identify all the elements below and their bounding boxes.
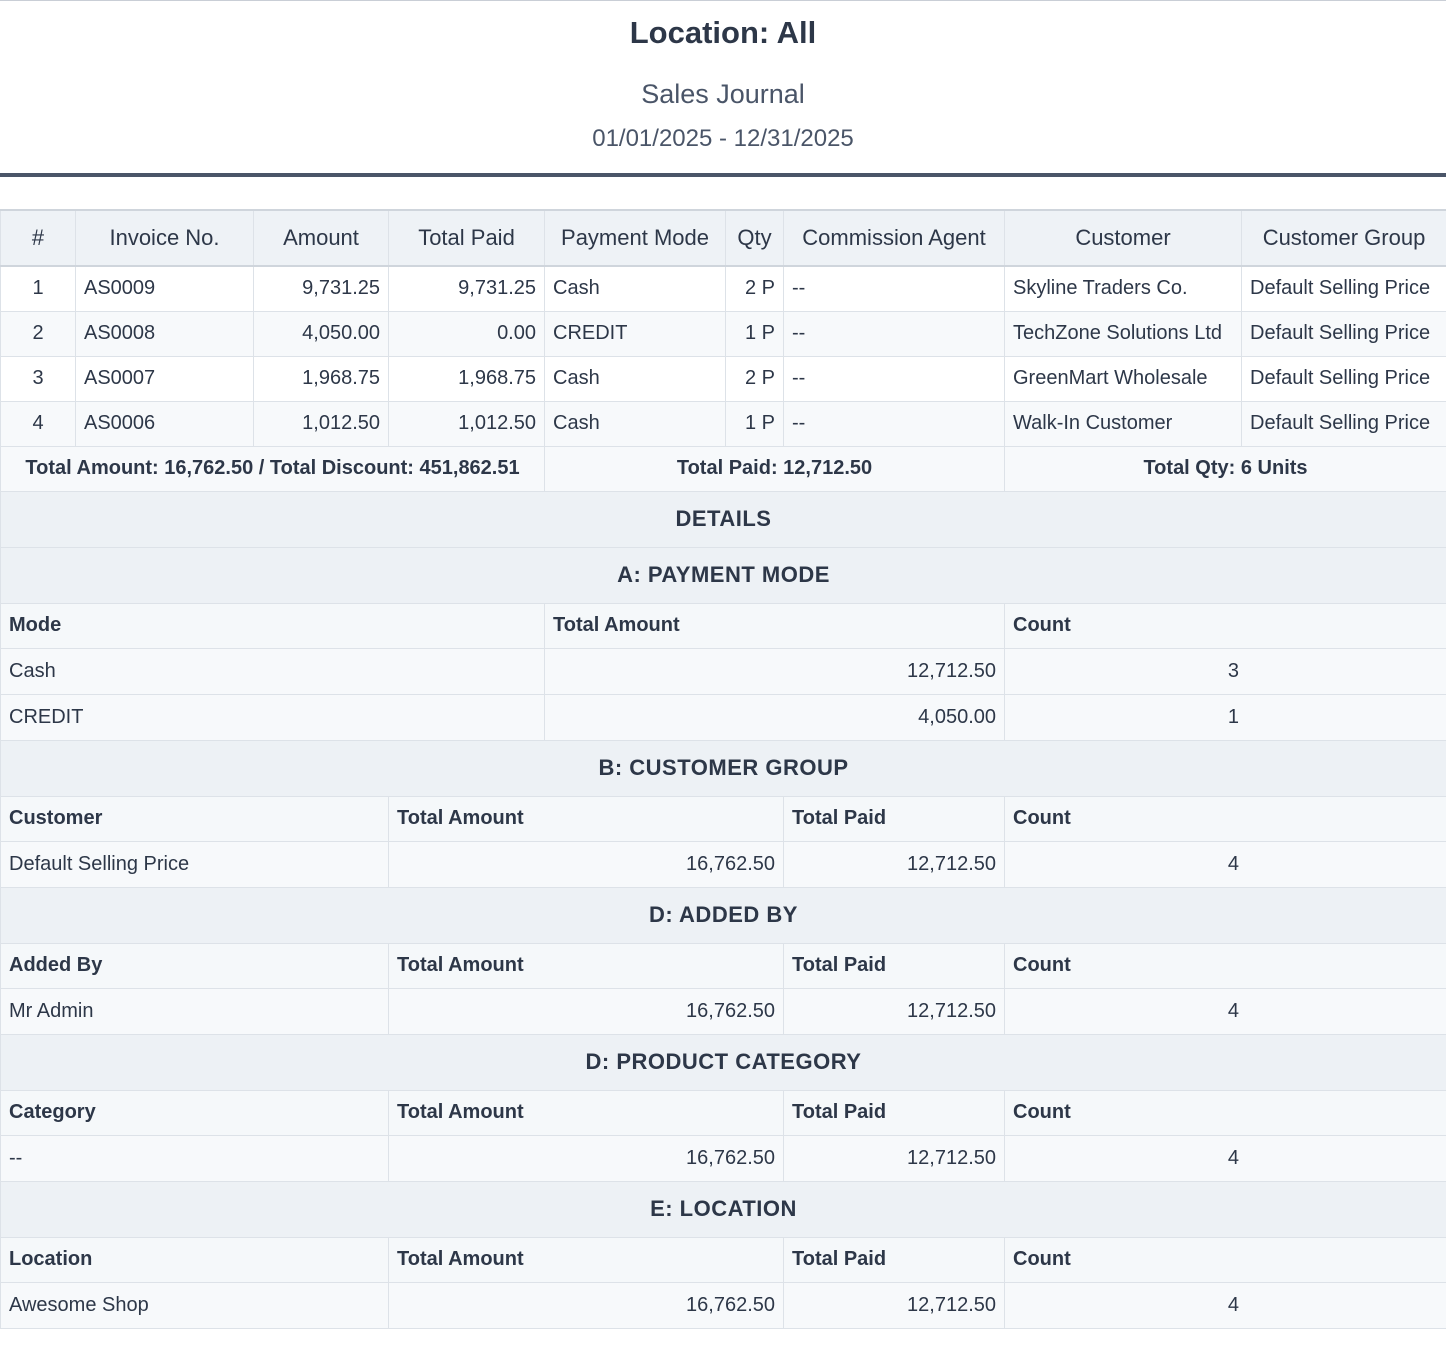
col-header-customer-group[interactable]: Customer Group bbox=[1242, 210, 1446, 266]
row-number: 3 bbox=[1, 356, 76, 401]
count: 4 bbox=[1005, 988, 1446, 1034]
report-title: Location: All bbox=[629, 15, 817, 50]
customer-group-row bbox=[1, 841, 1446, 887]
customer-group-heading: B: CUSTOMER GROUP bbox=[1, 740, 1446, 796]
added-by-row bbox=[1, 988, 1446, 1034]
col-header-count: Count bbox=[1005, 943, 1446, 988]
table-row bbox=[1, 356, 1446, 401]
commission-agent: -- bbox=[784, 401, 1005, 446]
count: 1 bbox=[1005, 694, 1446, 740]
total-amount-discount: Total Amount: 16,762.50 / Total Discount: 451,862.51 bbox=[1, 446, 545, 491]
location-row bbox=[1, 1282, 1446, 1328]
invoice-no[interactable]: AS0009 bbox=[76, 266, 254, 311]
payment-mode: Cash bbox=[545, 266, 726, 311]
total-qty-summary: Total Qty: 6 Units bbox=[1005, 446, 1446, 491]
payment-mode-row bbox=[1, 648, 1446, 694]
total-amount: 16,762.50 bbox=[389, 1135, 784, 1181]
total-amount: 4,050.00 bbox=[545, 694, 1005, 740]
added-by-heading: D: ADDED BY bbox=[1, 887, 1446, 943]
commission-agent: -- bbox=[784, 266, 1005, 311]
total-amount: 16,762.50 bbox=[389, 1282, 784, 1328]
payment-mode-row bbox=[1, 694, 1446, 740]
total-amount: 16,762.50 bbox=[389, 988, 784, 1034]
table-header-row bbox=[1, 210, 1446, 266]
qty: 2 P bbox=[726, 356, 784, 401]
count: 4 bbox=[1005, 1135, 1446, 1181]
row-number: 4 bbox=[1, 401, 76, 446]
amount: 1,012.50 bbox=[254, 401, 389, 446]
amount: 4,050.00 bbox=[254, 311, 389, 356]
col-header-count: Count bbox=[1005, 1090, 1446, 1135]
total-paid: 12,712.50 bbox=[784, 988, 1005, 1034]
col-header-count: Count bbox=[1005, 1237, 1446, 1282]
col-header-total-paid[interactable]: Total Paid bbox=[389, 210, 545, 266]
category-name: -- bbox=[1, 1135, 389, 1181]
table-row bbox=[1, 401, 1446, 446]
customer-group: Default Selling Price bbox=[1242, 401, 1446, 446]
col-header-total-paid: Total Paid bbox=[784, 1237, 1005, 1282]
col-header-total-amount: Total Amount bbox=[389, 943, 784, 988]
total-amount: 16,762.50 bbox=[389, 841, 784, 887]
total-paid: 1,968.75 bbox=[389, 356, 545, 401]
payment-mode: Cash bbox=[545, 356, 726, 401]
customer-group-header-row bbox=[1, 796, 1446, 841]
col-header-total-amount: Total Amount bbox=[545, 603, 1005, 648]
section-heading-row bbox=[1, 740, 1446, 796]
report-subtitle: Sales Journal bbox=[641, 79, 805, 109]
col-header-category: Category bbox=[1, 1090, 389, 1135]
mode: CREDIT bbox=[1, 694, 545, 740]
col-header-amount[interactable]: Amount bbox=[254, 210, 389, 266]
col-header-total-amount: Total Amount bbox=[389, 1237, 784, 1282]
payment-mode-heading: A: PAYMENT MODE bbox=[1, 547, 1446, 603]
total-paid: 0.00 bbox=[389, 311, 545, 356]
table-row bbox=[1, 311, 1446, 356]
qty: 1 P bbox=[726, 311, 784, 356]
location-heading: E: LOCATION bbox=[1, 1181, 1446, 1237]
col-header-qty[interactable]: Qty bbox=[726, 210, 784, 266]
col-header-total-paid: Total Paid bbox=[784, 943, 1005, 988]
location-name: Awesome Shop bbox=[1, 1282, 389, 1328]
total-paid: 12,712.50 bbox=[784, 1282, 1005, 1328]
amount: 1,968.75 bbox=[254, 356, 389, 401]
total-paid: 12,712.50 bbox=[784, 1135, 1005, 1181]
col-header-total-amount: Total Amount bbox=[389, 1090, 784, 1135]
count: 4 bbox=[1005, 841, 1446, 887]
customer-group-name: Default Selling Price bbox=[1, 841, 389, 887]
added-by-name: Mr Admin bbox=[1, 988, 389, 1034]
col-header-payment-mode[interactable]: Payment Mode bbox=[545, 210, 726, 266]
total-paid-summary: Total Paid: 12,712.50 bbox=[545, 446, 1005, 491]
product-category-header-row bbox=[1, 1090, 1446, 1135]
mode: Cash bbox=[1, 648, 545, 694]
customer-group: Default Selling Price bbox=[1242, 311, 1446, 356]
sales-journal-table bbox=[0, 209, 1446, 1329]
commission-agent: -- bbox=[784, 356, 1005, 401]
payment-mode-header-row bbox=[1, 603, 1446, 648]
customer-group: Default Selling Price bbox=[1242, 356, 1446, 401]
col-header-number[interactable]: # bbox=[1, 210, 76, 266]
report-date-range: 01/01/2025 - 12/31/2025 bbox=[592, 125, 854, 152]
col-header-added-by: Added By bbox=[1, 943, 389, 988]
total-paid: 1,012.50 bbox=[389, 401, 545, 446]
col-header-invoice-no[interactable]: Invoice No. bbox=[76, 210, 254, 266]
invoice-no[interactable]: AS0006 bbox=[76, 401, 254, 446]
report-header bbox=[0, 1, 1446, 173]
section-heading-row bbox=[1, 887, 1446, 943]
col-header-customer: Customer bbox=[1, 796, 389, 841]
details-heading: DETAILS bbox=[1, 491, 1446, 547]
invoice-no[interactable]: AS0008 bbox=[76, 311, 254, 356]
row-number: 1 bbox=[1, 266, 76, 311]
customer: Walk-In Customer bbox=[1005, 401, 1242, 446]
customer: GreenMart Wholesale bbox=[1005, 356, 1242, 401]
col-header-total-paid: Total Paid bbox=[784, 1090, 1005, 1135]
col-header-customer[interactable]: Customer bbox=[1005, 210, 1242, 266]
customer: TechZone Solutions Ltd bbox=[1005, 311, 1242, 356]
customer: Skyline Traders Co. bbox=[1005, 266, 1242, 311]
totals-row bbox=[1, 446, 1446, 491]
invoice-no[interactable]: AS0007 bbox=[76, 356, 254, 401]
product-category-row bbox=[1, 1135, 1446, 1181]
customer-group: Default Selling Price bbox=[1242, 266, 1446, 311]
added-by-header-row bbox=[1, 943, 1446, 988]
qty: 2 P bbox=[726, 266, 784, 311]
col-header-total-amount: Total Amount bbox=[389, 796, 784, 841]
col-header-location: Location bbox=[1, 1237, 389, 1282]
payment-mode: Cash bbox=[545, 401, 726, 446]
total-paid: 9,731.25 bbox=[389, 266, 545, 311]
count: 4 bbox=[1005, 1282, 1446, 1328]
total-amount: 12,712.50 bbox=[545, 648, 1005, 694]
section-heading-row bbox=[1, 547, 1446, 603]
row-number: 2 bbox=[1, 311, 76, 356]
location-header-row bbox=[1, 1237, 1446, 1282]
details-heading-row bbox=[1, 491, 1446, 547]
total-paid: 12,712.50 bbox=[784, 841, 1005, 887]
count: 3 bbox=[1005, 648, 1446, 694]
col-header-count: Count bbox=[1005, 603, 1446, 648]
col-header-count: Count bbox=[1005, 796, 1446, 841]
qty: 1 P bbox=[726, 401, 784, 446]
col-header-mode: Mode bbox=[1, 603, 545, 648]
section-heading-row bbox=[1, 1181, 1446, 1237]
col-header-commission-agent[interactable]: Commission Agent bbox=[784, 210, 1005, 266]
amount: 9,731.25 bbox=[254, 266, 389, 311]
payment-mode: CREDIT bbox=[545, 311, 726, 356]
section-heading-row bbox=[1, 1034, 1446, 1090]
product-category-heading: D: PRODUCT CATEGORY bbox=[1, 1034, 1446, 1090]
col-header-total-paid: Total Paid bbox=[784, 796, 1005, 841]
commission-agent: -- bbox=[784, 311, 1005, 356]
table-row bbox=[1, 266, 1446, 311]
